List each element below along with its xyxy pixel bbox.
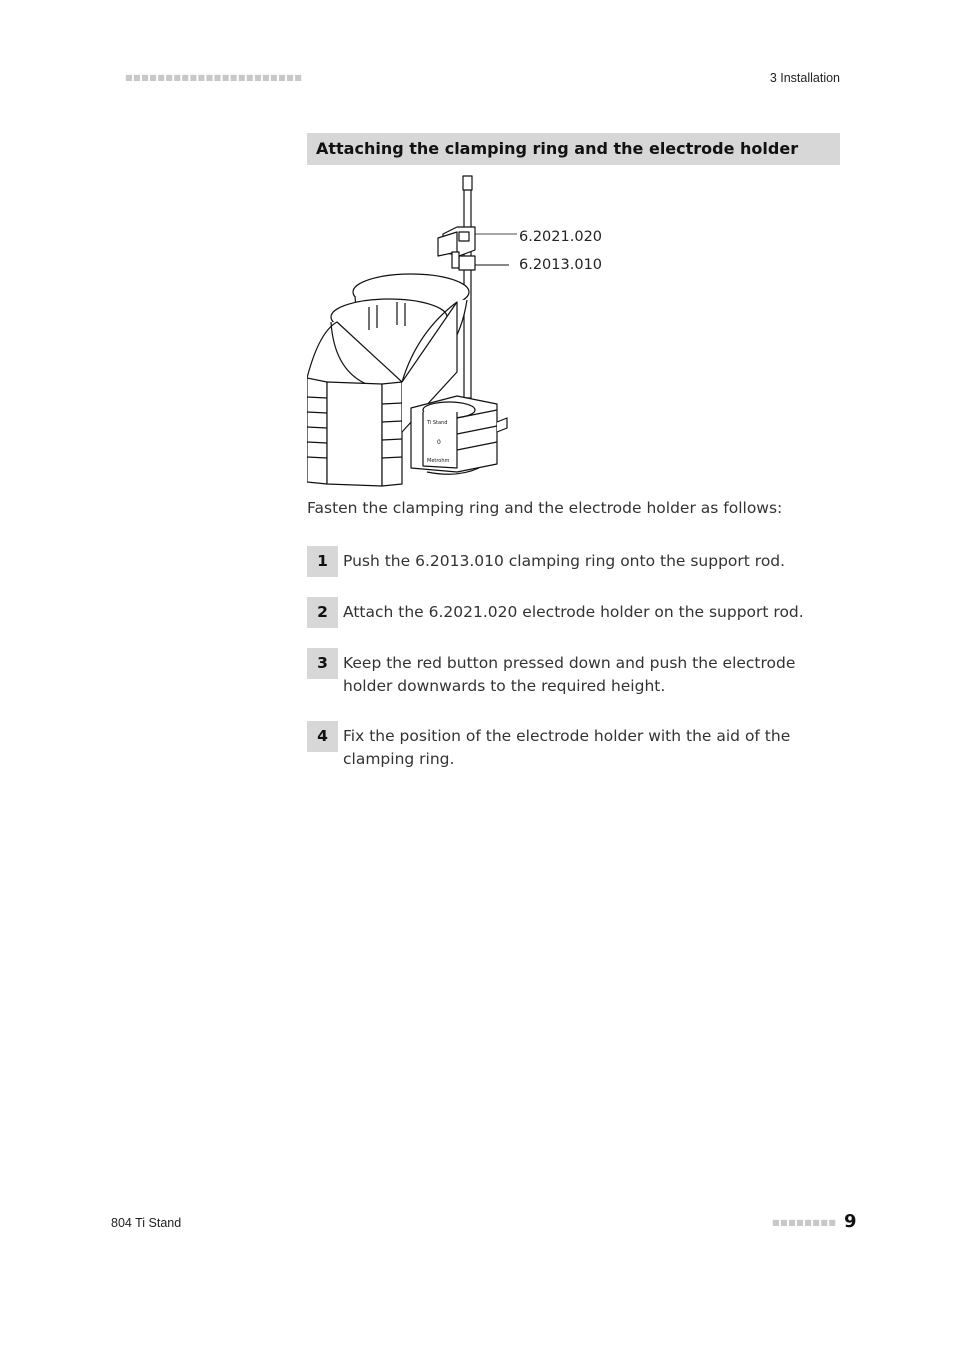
device-brand: Metrohm bbox=[427, 458, 450, 464]
footer-product-name: 804 Ti Stand bbox=[111, 1216, 182, 1230]
callout-electrode-holder: 6.2021.020 bbox=[519, 229, 603, 245]
device-label: Ti Stand bbox=[427, 420, 448, 426]
callout-clamping-ring: 6.2013.010 bbox=[519, 257, 603, 273]
header-decoration: ■■■■■■■■■■■■■■■■■■■■■■ bbox=[125, 73, 303, 82]
footer-decoration: ■■■■■■■■ bbox=[772, 1218, 837, 1227]
page-number: 9 bbox=[844, 1211, 857, 1232]
step-text: Push the 6.2013.010 clamping ring onto the support rod. bbox=[343, 552, 786, 570]
step-number: 3 bbox=[307, 648, 338, 679]
step-number: 2 bbox=[307, 597, 338, 628]
step-number: 1 bbox=[307, 546, 338, 577]
step-text: Attach the 6.2021.020 electrode holder on the support rod. bbox=[343, 603, 804, 621]
clamping-ring bbox=[459, 256, 475, 270]
stand-housing bbox=[307, 378, 327, 484]
intro-text: Fasten the clamping ring and the electrode holder as follows: bbox=[307, 499, 783, 517]
device-switch-label: 0 bbox=[437, 439, 441, 446]
step-number: 4 bbox=[307, 721, 338, 752]
section-heading: Attaching the clamping ring and the electrode holder bbox=[307, 133, 840, 165]
stand-illustration bbox=[307, 172, 627, 488]
step-text: Keep the red button pressed down and push the electrode holder downwards to the required height. bbox=[343, 654, 796, 695]
header-section-title: 3 Installation bbox=[769, 71, 840, 85]
step-text: Fix the position of the electrode holder with the aid of the clamping ring. bbox=[343, 727, 791, 768]
